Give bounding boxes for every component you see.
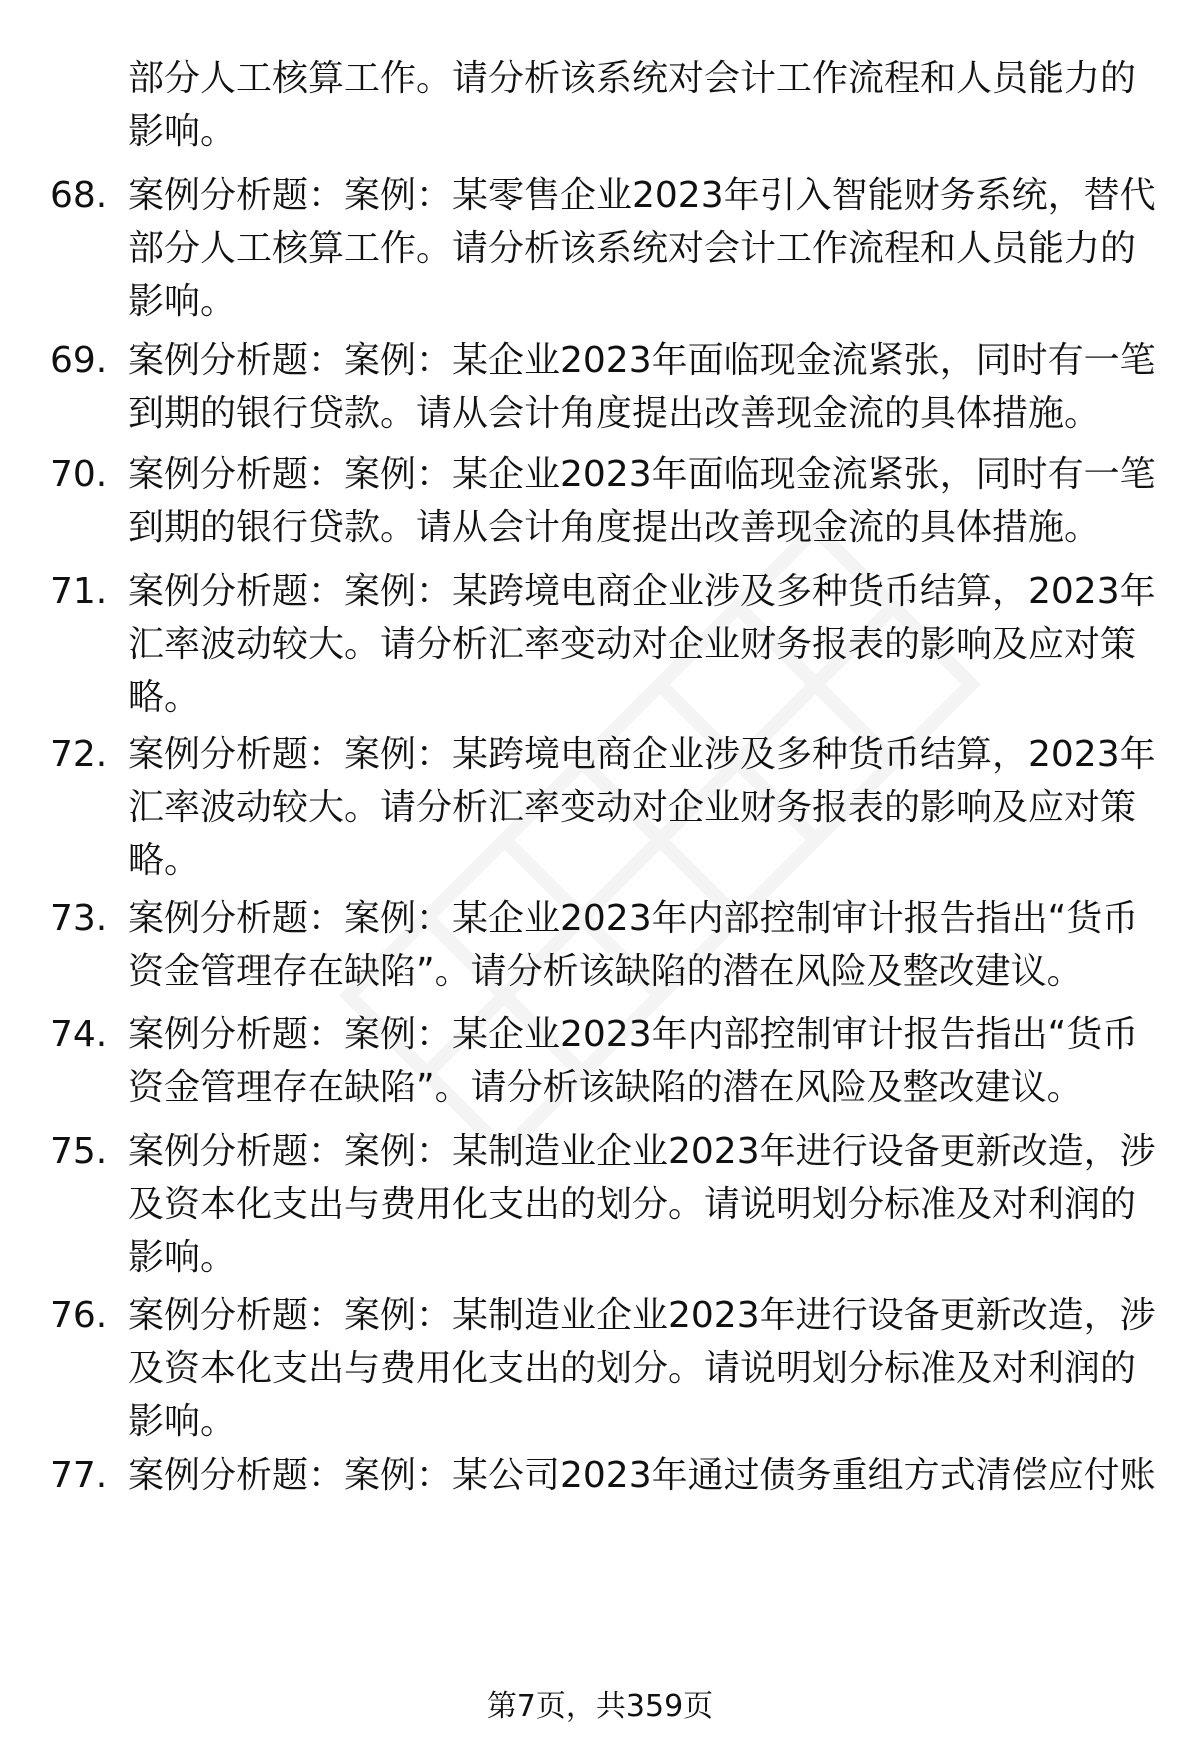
question-text: 案例分析题：案例：某企业2023年内部控制审计报告指出“货币 资金管理存在缺陷”。请分析该缺陷的潜在风险及整改建议。 xyxy=(128,898,1139,992)
question-number: 73. xyxy=(50,898,108,939)
question-text: 案例分析题：案例：某跨境电商企业涉及多种货币结算，2023年 汇率波动较大。请分析汇率变动对企业财务报表的影响及应对策 略。 xyxy=(128,571,1156,718)
question-number: 76. xyxy=(50,1295,108,1336)
question-number: 70. xyxy=(50,454,108,495)
question-text: 案例分析题：案例：某公司2023年通过债务重组方式清偿应付账 xyxy=(128,1455,1156,1496)
question-text: 案例分析题：案例：某跨境电商企业涉及多种货币结算，2023年 汇率波动较大。请分析汇率变动对企业财务报表的影响及应对策 略。 xyxy=(128,734,1156,881)
question-text: 案例分析题：案例：某企业2023年面临现金流紧张，同时有一笔 到期的银行贷款。请从会计角度提出改善现金流的具体措施。 xyxy=(128,340,1156,434)
question-number: 68. xyxy=(50,175,108,216)
question-item-75 xyxy=(50,1125,1160,1284)
question-number: 69. xyxy=(50,340,108,381)
question-item-70 xyxy=(50,448,1160,554)
question-continuation xyxy=(50,52,1160,158)
question-item-71 xyxy=(50,565,1160,724)
question-text: 案例分析题：案例：某零售企业2023年引入智能财务系统，替代 部分人工核算工作。请分析该系统对会计工作流程和人员能力的 影响。 xyxy=(128,175,1156,322)
question-item-72 xyxy=(50,728,1160,887)
question-item-73 xyxy=(50,892,1160,998)
page-footer: 第7页，共359页 xyxy=(486,1689,714,1724)
question-text: 案例分析题：案例：某企业2023年内部控制审计报告指出“货币 资金管理存在缺陷”。请分析该缺陷的潜在风险及整改建议。 xyxy=(128,1014,1139,1108)
question-number: 71. xyxy=(50,571,108,612)
question-number: 72. xyxy=(50,734,108,775)
question-text: 案例分析题：案例：某企业2023年面临现金流紧张，同时有一笔 到期的银行贷款。请从会计角度提出改善现金流的具体措施。 xyxy=(128,454,1156,548)
question-text: 部分人工核算工作。请分析该系统对会计工作流程和人员能力的 影响。 xyxy=(128,58,1137,152)
question-item-74 xyxy=(50,1008,1160,1114)
question-item-77 xyxy=(50,1449,1160,1502)
question-number: 77. xyxy=(50,1455,108,1496)
question-text: 案例分析题：案例：某制造业企业2023年进行设备更新改造，涉 及资本化支出与费用化支出的划分。请说明划分标准及对利润的 影响。 xyxy=(128,1131,1156,1278)
question-item-76 xyxy=(50,1289,1160,1448)
question-text: 案例分析题：案例：某制造业企业2023年进行设备更新改造，涉 及资本化支出与费用化支出的划分。请说明划分标准及对利润的 影响。 xyxy=(128,1295,1156,1442)
question-number: 75. xyxy=(50,1131,108,1172)
question-item-68 xyxy=(50,169,1160,328)
question-item-69 xyxy=(50,334,1160,440)
question-number: 74. xyxy=(50,1014,108,1055)
